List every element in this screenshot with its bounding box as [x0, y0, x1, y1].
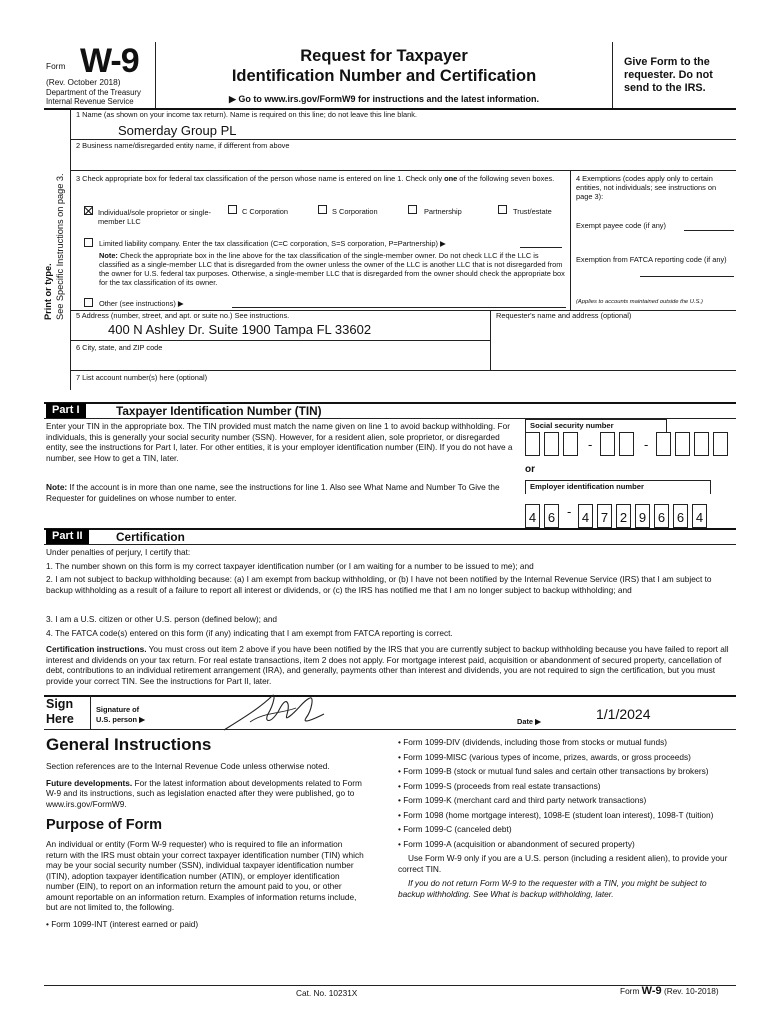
cert-item1: 1. The number shown on this form is my correct taxpayer identification number (or I am waiting for a number to be issued to me); and	[46, 561, 534, 571]
form-title-line2: Identification Number and Certification	[231, 67, 537, 85]
line7-label: 7 List account number(s) here (optional)	[76, 373, 208, 382]
form-label: Form	[46, 61, 66, 71]
llc-checkbox[interactable]	[84, 238, 93, 247]
purpose-heading: Purpose of Form	[46, 817, 163, 833]
c-corp-label: C Corporation	[242, 207, 289, 216]
date-label: Date ▶	[517, 717, 541, 726]
cert-intro: Under penalties of perjury, I certify that:	[46, 547, 191, 557]
c-corp-checkbox[interactable]	[228, 205, 237, 214]
footer-form-id: Form W-9 (Rev. 10-2018)	[620, 985, 719, 997]
cert-item4: 4. The FATCA code(s) entered on this form (if any) indicating that I am exempt from FATCA reporting is correct.	[46, 628, 453, 638]
other-checkbox[interactable]	[84, 298, 93, 307]
bullet-1099-s: • Form 1099-S (proceeds from real estate transactions)	[398, 780, 601, 791]
partnership-label: Partnership	[424, 207, 462, 216]
trust-checkbox[interactable]	[498, 205, 507, 214]
bullet-1099-a: • Form 1099-A (acquisition or abandonment of secured property)	[398, 838, 635, 849]
bullet-1099-div: • Form 1099-DIV (dividends, including those from stocks or mutual funds)	[398, 737, 667, 747]
service: Internal Revenue Service	[46, 97, 134, 106]
instructions-left-column	[46, 735, 366, 935]
signature-label: Signature of	[96, 705, 140, 714]
form-number: W-9	[80, 42, 139, 80]
cert-item2: 2. I am not subject to backup withholding because: (a) I am exempt from backup withholding, or (b) I have not been notified by the Internal Revenue Service (IRS) that I am subject to backup withholding as a result of a failure to report all interest or dividends, or (c) the IRS has notified me that I am no longer subject to backup withholding; and	[46, 574, 712, 595]
address-field[interactable]: 400 N Ashley Dr. Suite 1900 Tampa FL 33602	[108, 322, 372, 337]
individual-checkbox[interactable]	[84, 206, 93, 215]
bullet-1098: • Form 1098 (home mortgage interest), 1098-E (student loan interest), 1098-T (tuition)	[398, 809, 714, 820]
us-person-label: U.S. person ▶	[96, 715, 145, 724]
line3-label: 3 Check appropriate box for federal tax classification of the person whose name is entered on line 1. Check only one of the following seven boxes.	[76, 174, 555, 183]
llc-note: Note: Check the appropriate box in the line above for the tax classification of the single-member owner. Do not check LLC if the LLC is classified as a single-member LLC that is disregarded from the owner unless the owner of the LLC is another LLC that is not disregarded from the owner for U.S. federal tax purposes. Otherwise, a single-member LLC that is disregarded from the owner should check the appropriate box for the tax classification of its owner.	[99, 251, 565, 287]
individual-label: Individual/sole proprietor or single-member LLC	[98, 208, 211, 226]
sign-label: Sign	[46, 697, 74, 711]
line1-label: 1 Name (as shown on your income tax return). Name is required on this line; do not leave this line blank.	[76, 110, 417, 119]
bullet-1099-k: • Form 1099-K (merchant card and third party network transactions)	[398, 795, 647, 805]
line4-label: 4 Exemptions (codes apply only to certain entities, not individuals; see instructions on page 3):	[576, 174, 717, 201]
or-label: or	[525, 464, 535, 475]
see-specific-instructions: See Specific Instructions on page 3.	[55, 173, 65, 320]
give-form-notice: Give Form to the requester. Do not send to the IRS.	[624, 56, 713, 94]
other-label: Other (see instructions) ▶	[99, 299, 184, 308]
part2-title: Certification	[116, 530, 185, 544]
trust-label: Trust/estate	[513, 207, 552, 216]
city-state-zip-field[interactable]	[108, 354, 478, 368]
bullet-1099-b: • Form 1099-B (stock or mutual fund sales and certain other transactions by brokers)	[398, 766, 709, 776]
fatca-note: (Applies to accounts maintained outside the U.S.)	[576, 299, 703, 305]
bullet-1099-misc: • Form 1099-MISC (various types of income, prizes, awards, or gross proceeds)	[398, 751, 691, 762]
here-label: Here	[46, 712, 74, 726]
exempt-payee-field[interactable]	[684, 230, 734, 231]
backup-withholding-text: If you do not return Form W-9 to the requester with a TIN, you might be subject to backup withholding. See What is backup withholding, later.	[398, 878, 707, 899]
line5-label: 5 Address (number, street, and apt. or suite no.) See instructions.	[76, 311, 290, 320]
print-or-type: Print or type.	[43, 263, 53, 320]
business-name-field[interactable]	[118, 152, 518, 166]
s-corp-checkbox[interactable]	[318, 205, 327, 214]
purpose-text: An individual or entity (Form W-9 requester) who is required to file an information return with the IRS must obtain your correct taxpayer identification number (TIN) which may be your social security number (SSN), individual taxpayer identification number (ITIN), adoption taxpayer identification number (ATIN), or employer identification number (EIN), to report on an information return the amount paid to you, or other amount reportable on an information return. Examples of information returns include, but are not limited to, the following.	[46, 839, 364, 912]
future-developments: Future developments. For the latest information about developments related to Form W-9 and its instructions, such as legislation enacted after they were published, go to www.irs.gov/FormW9.	[46, 777, 362, 809]
ssn-label: Social security number	[525, 419, 667, 433]
part1-note: Note: If the account is in more than one name, see the instructions for line 1. Also see What Name and Number To Give the Requester for guidelines on whose number to enter.	[46, 482, 500, 503]
date-field[interactable]: 1/1/2024	[596, 706, 651, 722]
department: Department of the Treasury	[46, 88, 141, 97]
bullet-1099-int: • Form 1099-INT (interest earned or paid)	[46, 918, 199, 929]
other-field[interactable]	[232, 307, 566, 308]
requester-label: Requester's name and address (optional)	[496, 311, 632, 320]
general-instructions-heading: General Instructions	[46, 735, 212, 754]
cert-item3: 3. I am a U.S. citizen or other U.S. person (defined below); and	[46, 614, 278, 624]
ein-label: Employer identification number	[525, 480, 711, 494]
exempt-payee-label: Exempt payee code (if any)	[576, 221, 666, 230]
use-form-text: Use Form W-9 only if you are a U.S. person (including a resident alien), to provide your correct TIN.	[398, 853, 728, 874]
fatca-label: Exemption from FATCA reporting code (if any)	[576, 255, 727, 264]
name-field[interactable]: Somerday Group PL	[118, 123, 237, 138]
revision-date: (Rev. October 2018)	[46, 77, 121, 87]
instructions-right-column	[398, 737, 732, 905]
part1-tag: Part I	[46, 403, 86, 418]
cert-instructions: Certification instructions. You must cross out item 2 above if you have been notified by the IRS that you are currently subject to backup withholding because you have failed to report all interest and dividends on your tax return. For real estate transactions, item 2 does not apply. For mortgage interest paid, acquisition or abandonment of secured property, cancellation of debt, contributions to an individual retirement arrangement (IRA), and generally, payments other than interest and dividends, you are not required to sign the certification, but you must provide your correct TIN. See the instructions for Part II, later.	[46, 644, 729, 686]
llc-classification-field[interactable]	[520, 247, 562, 248]
bullet-1099-c: • Form 1099-C (canceled debt)	[398, 824, 512, 834]
llc-label: Limited liability company. Enter the tax classification (C=C corporation, S=S corporation, P=Partnership) ▶	[99, 239, 446, 248]
irs-link-line: ▶ Go to www.irs.gov/FormW9 for instructions and the latest information.	[228, 94, 540, 104]
fatca-field[interactable]	[640, 276, 734, 277]
account-numbers-field[interactable]	[108, 384, 708, 394]
section-references: Section references are to the Internal Revenue Code unless otherwise noted.	[46, 761, 330, 771]
line2-label: 2 Business name/disregarded entity name, if different from above	[76, 141, 290, 150]
partnership-checkbox[interactable]	[408, 205, 417, 214]
line6-label: 6 City, state, and ZIP code	[76, 343, 163, 352]
part1-text: Enter your TIN in the appropriate box. The TIN provided must match the name given on line 1 to avoid backup withholding. For individuals, this is generally your social security number (SSN). However, for a resident alien, sole proprietor, or disregarded entity, see the instructions for Part I, later. For other entities, it is your employer identification number (EIN). If you do not have a number, see How to get a TIN, later.	[46, 421, 513, 463]
s-corp-label: S Corporation	[332, 207, 378, 216]
part2-tag: Part II	[46, 529, 89, 544]
part1-title: Taxpayer Identification Number (TIN)	[116, 404, 322, 418]
catalog-number: Cat. No. 10231X	[296, 988, 358, 998]
form-title-line1: Request for Taxpayer	[300, 47, 468, 65]
